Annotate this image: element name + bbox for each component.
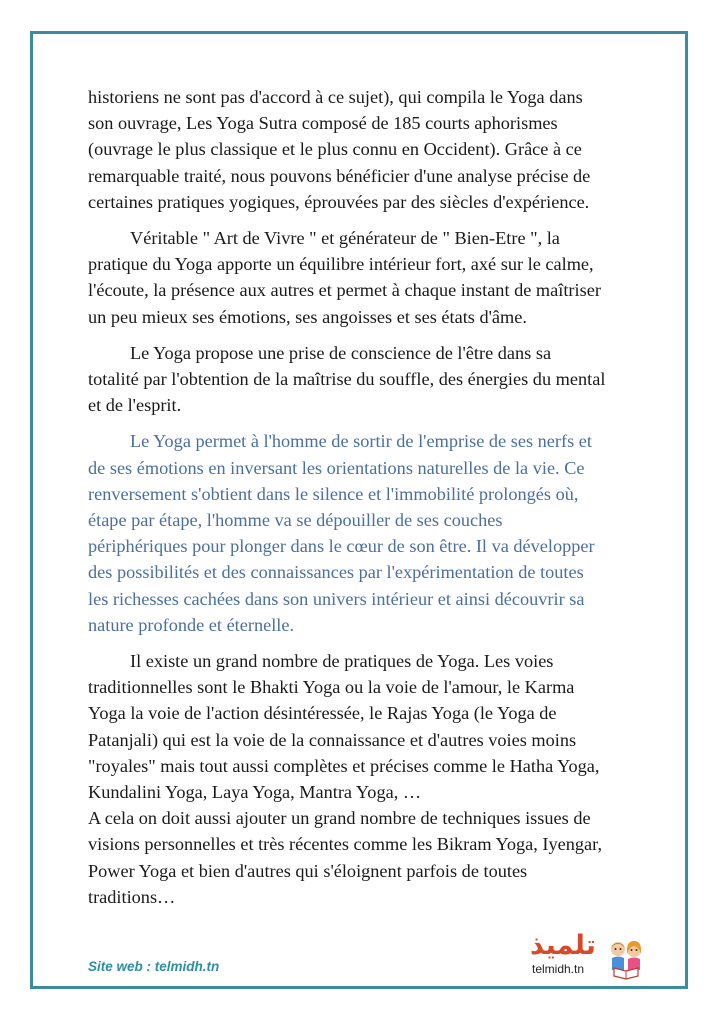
text-line: étape par étape, l'homme va se dépouiller de ses couches [88,510,503,531]
text-line: les richesses cachées dans son univers intérieur et ainsi découvrir sa [88,588,585,609]
text-line: un peu mieux ses émotions, ses angoisses et ses états d'âme. [88,306,527,327]
text-line: son ouvrage, Les Yoga Sutra composé de 185 courts aphorismes [88,113,558,134]
text-line: certaines pratiques yogiques, éprouvées par des siècles d'expérience. [88,191,590,212]
text-line: traditions… [88,886,176,907]
paragraph-highlighted [88,428,658,638]
text-line: de ses émotions en inversant les orientations naturelles de la vie. Ce [88,457,585,478]
footer-site-link[interactable]: Site web : telmidh.tn [88,959,220,974]
paragraph-art-de-vivre [88,225,658,330]
text-line: totalité par l'obtention de la maîtrise du souffle, des énergies du mental [88,369,606,390]
text-line: Yoga la voie de l'action désintéressée, le Rajas Yoga (le Yoga de [88,703,557,724]
text-line: renversement s'obtient dans le silence et l'immobilité prolongés où, [88,483,579,504]
text-line: visions personnelles et très récentes comme les Bikram Yoga, Iyengar, [88,834,603,855]
kids-reading-icon [608,938,644,980]
text-line: Power Yoga et bien d'autres qui s'éloignent parfois de toutes [88,860,528,881]
text-line: "royales" mais tout aussi complètes et précises comme le Hatha Yoga, [88,755,600,776]
text-line: nature profonde et éternelle. [88,614,295,635]
text-line: remarquable traité, nous pouvons bénéficier d'une analyse précise de [88,165,591,186]
text-line: Le Yoga permet à l'homme de sortir de l'emprise de ses nerfs et [130,431,592,452]
text-line: Kundalini Yoga, Laya Yoga, Mantra Yoga, … [88,782,422,803]
text-line: et de l'esprit. [88,395,182,416]
text-line: Patanjali) qui est la voie de la connaissance et d'autres voies moins [88,729,577,750]
text-line: A cela on doit aussi ajouter un grand nombre de techniques issues de [88,808,591,829]
document-body [88,84,658,910]
text-line: Le Yoga propose une prise de conscience de l'être dans sa [130,342,552,363]
text-line: (ouvrage le plus classique et le plus connu en Occident). Grâce à ce [88,139,582,160]
text-line: périphériques pour plonger dans le cœur de son être. Il va développer [88,536,595,557]
text-line: historiens ne sont pas d'accord à ce sujet), qui compila le Yoga dans [88,87,583,107]
paragraph-yoga-sutra [88,84,658,215]
logo-latin-wordmark: telmidh.tn [532,962,585,976]
text-line: l'écoute, la présence aux autres et permet à chaque instant de maîtriser [88,280,601,301]
text-line: pratique du Yoga apporte un équilibre intérieur fort, axé sur le calme, [88,254,594,275]
paragraph-prise-de-conscience [88,340,658,419]
logo-arabic-wordmark: تلميذ [530,930,596,961]
paragraph-pratiques [88,648,658,910]
text-line: Il existe un grand nombre de pratiques de Yoga. Les voies [130,651,554,672]
text-line: Véritable " Art de Vivre " et générateur de " Bien-Etre ", la [130,228,560,249]
text-line: traditionnelles sont le Bhakti Yoga ou la voie de l'amour, le Karma [88,677,575,698]
telmidh-logo [528,930,648,984]
text-line: des possibilités et des connaissances par l'expérimentation de toutes [88,562,584,583]
